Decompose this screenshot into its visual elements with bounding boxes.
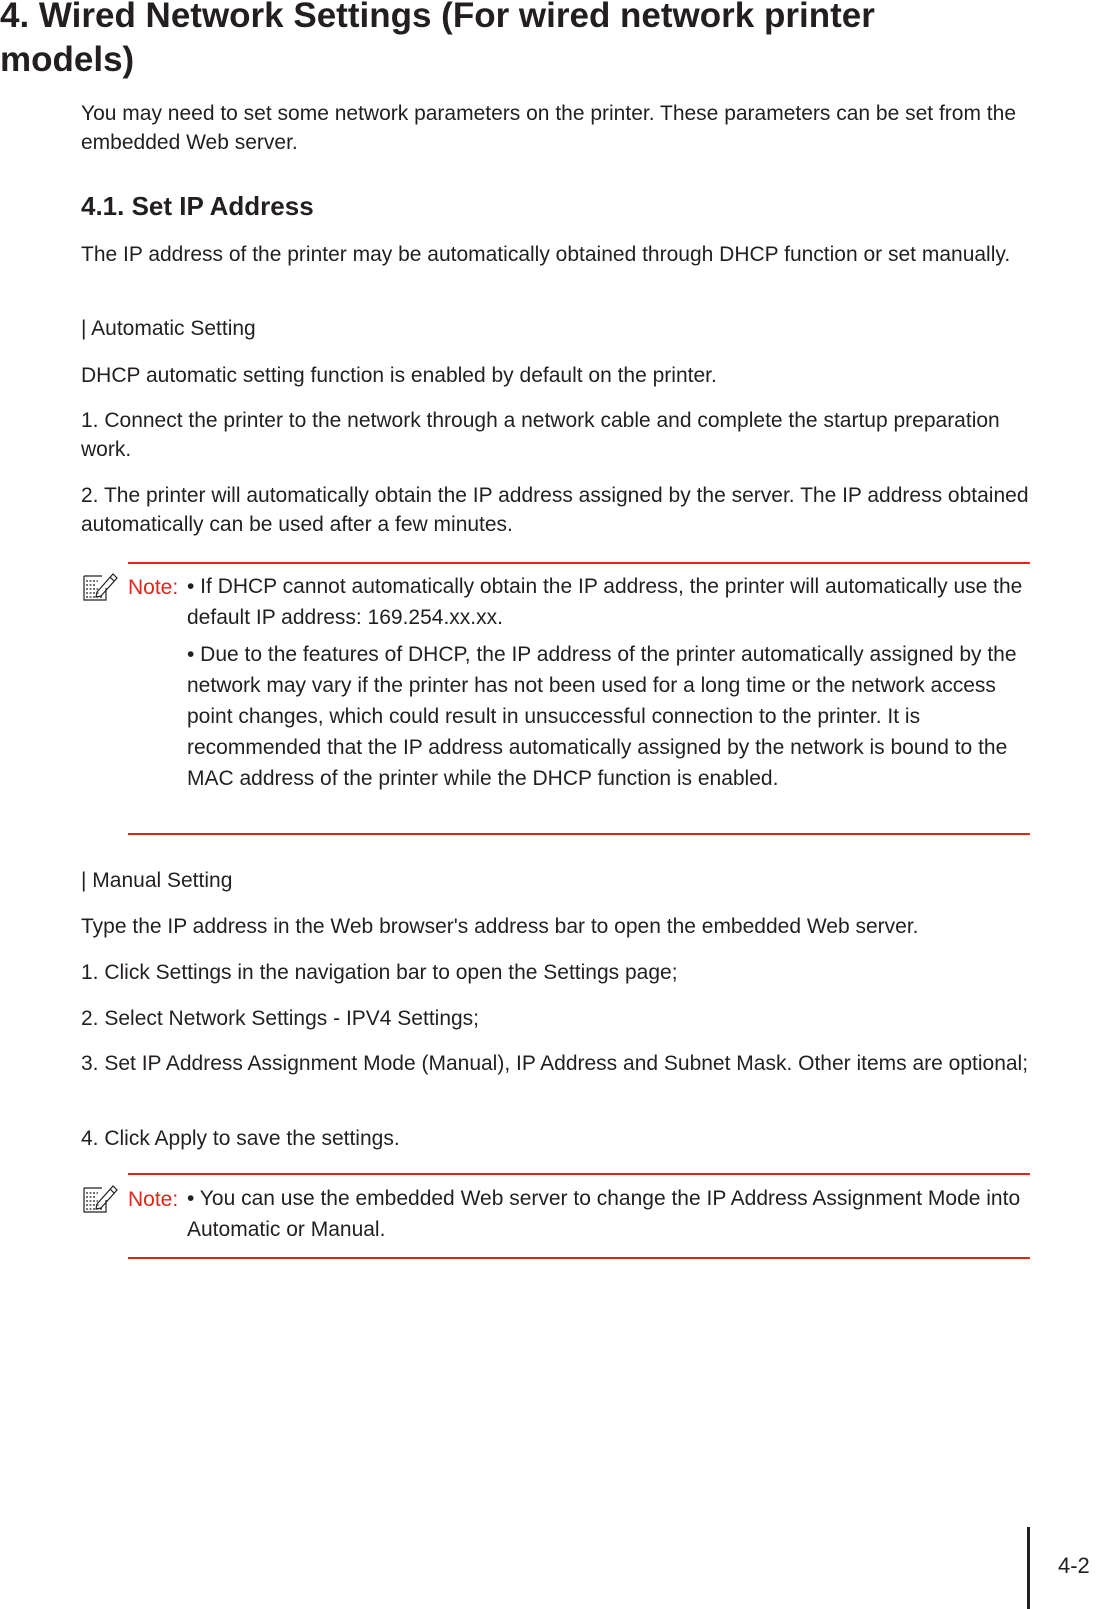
manual-setting-title: | Manual Setting (81, 869, 233, 892)
note-bottom-rule (128, 1257, 1030, 1259)
automatic-step-1: 1. Connect the printer to the network through a network cable and complete the startup preparation work. (81, 409, 1000, 461)
section-lead: The IP address of the printer may be automatically obtained through DHCP function or set manually. (81, 243, 1011, 266)
automatic-setting-desc: DHCP automatic setting function is enabled by default on the printer. (81, 364, 717, 387)
page-number-bar (1027, 1527, 1030, 1609)
manual-step-4: 4. Click Apply to save the settings. (81, 1127, 400, 1150)
manual-step-2: 2. Select Network Settings - IPV4 Settings; (81, 1007, 480, 1030)
intro-paragraph: You may need to set some network parameters on the printer. These parameters can be set from the embedded Web server. (81, 102, 1017, 154)
note-label: Note: (128, 576, 179, 599)
section-title: 4.1. Set IP Address (81, 191, 314, 221)
note-item-1: • If DHCP cannot automatically obtain the IP address, the printer will automatically use the default IP address: 169.254.xx.xx. (187, 575, 1023, 629)
note-top-rule (128, 1173, 1030, 1175)
manual-step-1: 1. Click Settings in the navigation bar to open the Settings page; (81, 961, 678, 984)
automatic-step-2: 2. The printer will automatically obtain the IP address assigned by the server. The IP address obtained automatically can be used after a few minutes. (81, 484, 1029, 536)
note-item-1: • You can use the embedded Web server to change the IP Address Assignment Mode into Automatic or Manual. (187, 1187, 1021, 1241)
note-bottom-rule (128, 833, 1030, 835)
automatic-setting-title: | Automatic Setting (81, 317, 256, 340)
page-number: 4-2 (1058, 1553, 1090, 1578)
page-title: 4. Wired Network Settings (For wired network printer models) (0, 0, 875, 79)
note-top-rule (128, 562, 1030, 564)
note-pencil-icon (80, 568, 120, 604)
note-label: Note: (128, 1188, 179, 1211)
manual-setting-desc: Type the IP address in the Web browser's address bar to open the embedded Web server. (81, 915, 919, 938)
manual-step-3: 3. Set IP Address Assignment Mode (Manual), IP Address and Subnet Mask. Other items are optional; (81, 1052, 1029, 1075)
note-pencil-icon (80, 1180, 120, 1216)
note-item-2: • Due to the features of DHCP, the IP address of the printer automatically assigned by the network may vary if the printer has not been used for a long time or the network access point changes, which could result in unsuccessful connection to the printer. It is recommended that the IP address automatically assigned by the network is bound to the MAC address of the printer while the DHCP function is enabled. (187, 643, 1017, 790)
